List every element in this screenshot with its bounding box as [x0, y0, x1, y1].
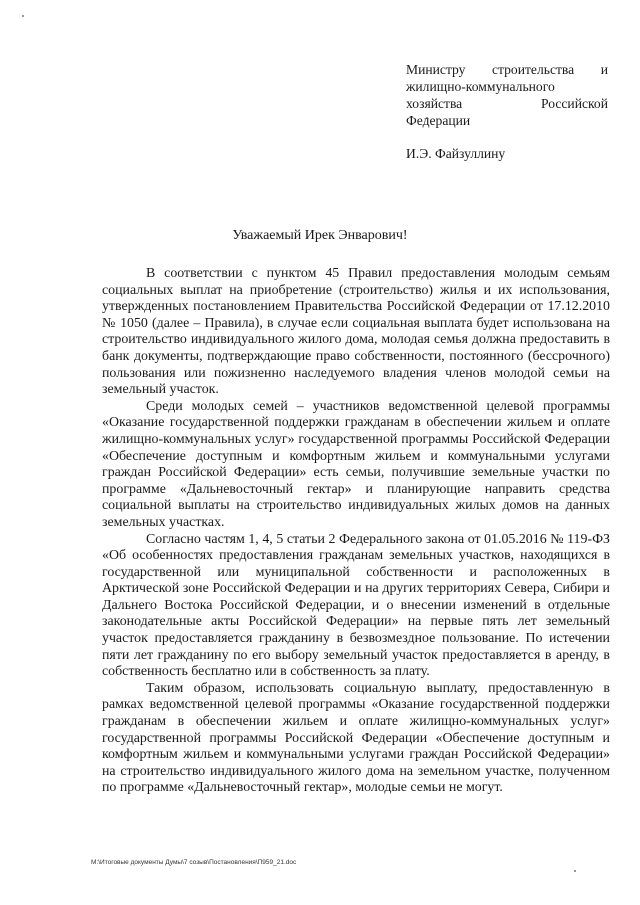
file-path-footer: M:\Итоговые документы Думы\7 созыв\Постановления\П959_21.doc	[91, 859, 297, 866]
addressee-line: Министру строительства и	[406, 62, 608, 77]
recipient-name: И.Э. Файзуллину	[406, 146, 506, 161]
scan-speck	[22, 15, 24, 17]
body-paragraph: Среди молодых семей – участников ведомственной целевой программы «Оказание государственной поддержки гражданам в обеспечении жильем и оплате жилищно-коммунальных услуг» государственной программы Российской Федерации «Обеспечение доступным и комфортным жильем и коммунальными услугами граждан Российской Федерации» есть семьи, получившие земельные участки по программе «Дальневосточный гектар» и планирующие направить средства социальной выплаты на строительство индивидуальных жилых домов на данных земельных участках.	[102, 398, 610, 530]
salutation: Уважаемый Ирек Энварович!	[232, 228, 408, 243]
addressee-line: Федерации	[406, 113, 471, 128]
addressee-line: хозяйства Российской	[406, 96, 608, 111]
letter-body	[102, 266, 610, 797]
body-paragraph: Согласно частям 1, 4, 5 статьи 2 Федерального закона от 01.05.2016 № 119-ФЗ «Об особенностях предоставления гражданам земельных участков, находящихся в государственной или муниципальной собственности и расположенных в Арктической зоне Российской Федерации и на других территориях Севера, Сибири и Дальнего Востока Российской Федерации, и о внесении изменений в отдельные законодательные акты Российской Федерации» на первые пять лет земельный участок предоставляется гражданину в безвозмездное пользование. По истечении пяти лет гражданину по его выбору земельный участок предоставляется в аренду, в собственность бесплатно или в собственность за плату.	[102, 531, 610, 680]
addressee-line: жилищно-коммунального	[406, 79, 555, 94]
scan-speck	[574, 870, 576, 872]
body-paragraph: В соответствии с пунктом 45 Правил предоставления молодым семьям социальных выплат на приобретение (строительство) жилья и их использования, утвержденных постановлением Правительства Российской Федерации от 17.12.2010 № 1050 (далее – Правила), в случае если социальная выплата будет использована на строительство индивидуального жилого дома, молодая семья должна предоставить в банк документы, подтверждающие право собственности, постоянного (бессрочного) пользования или пожизненно наследуемого владения членов молодой семьи на земельный участок.	[102, 266, 610, 398]
addressee-block	[406, 61, 608, 162]
body-paragraph: Таким образом, использовать социальную выплату, предоставленную в рамках ведомственной целевой программы «Оказание государственной поддержки гражданам в обеспечении жильем и оплате жилищно-коммунальных услуг» государственной программы Российской Федерации «Обеспечение доступным и комфортным жильем и коммунальными услугами граждан Российской Федерации» на строительство индивидуального жилого дома на земельном участке, полученном по программе «Дальневосточный гектар», молодые семьи не могут.	[102, 680, 610, 796]
